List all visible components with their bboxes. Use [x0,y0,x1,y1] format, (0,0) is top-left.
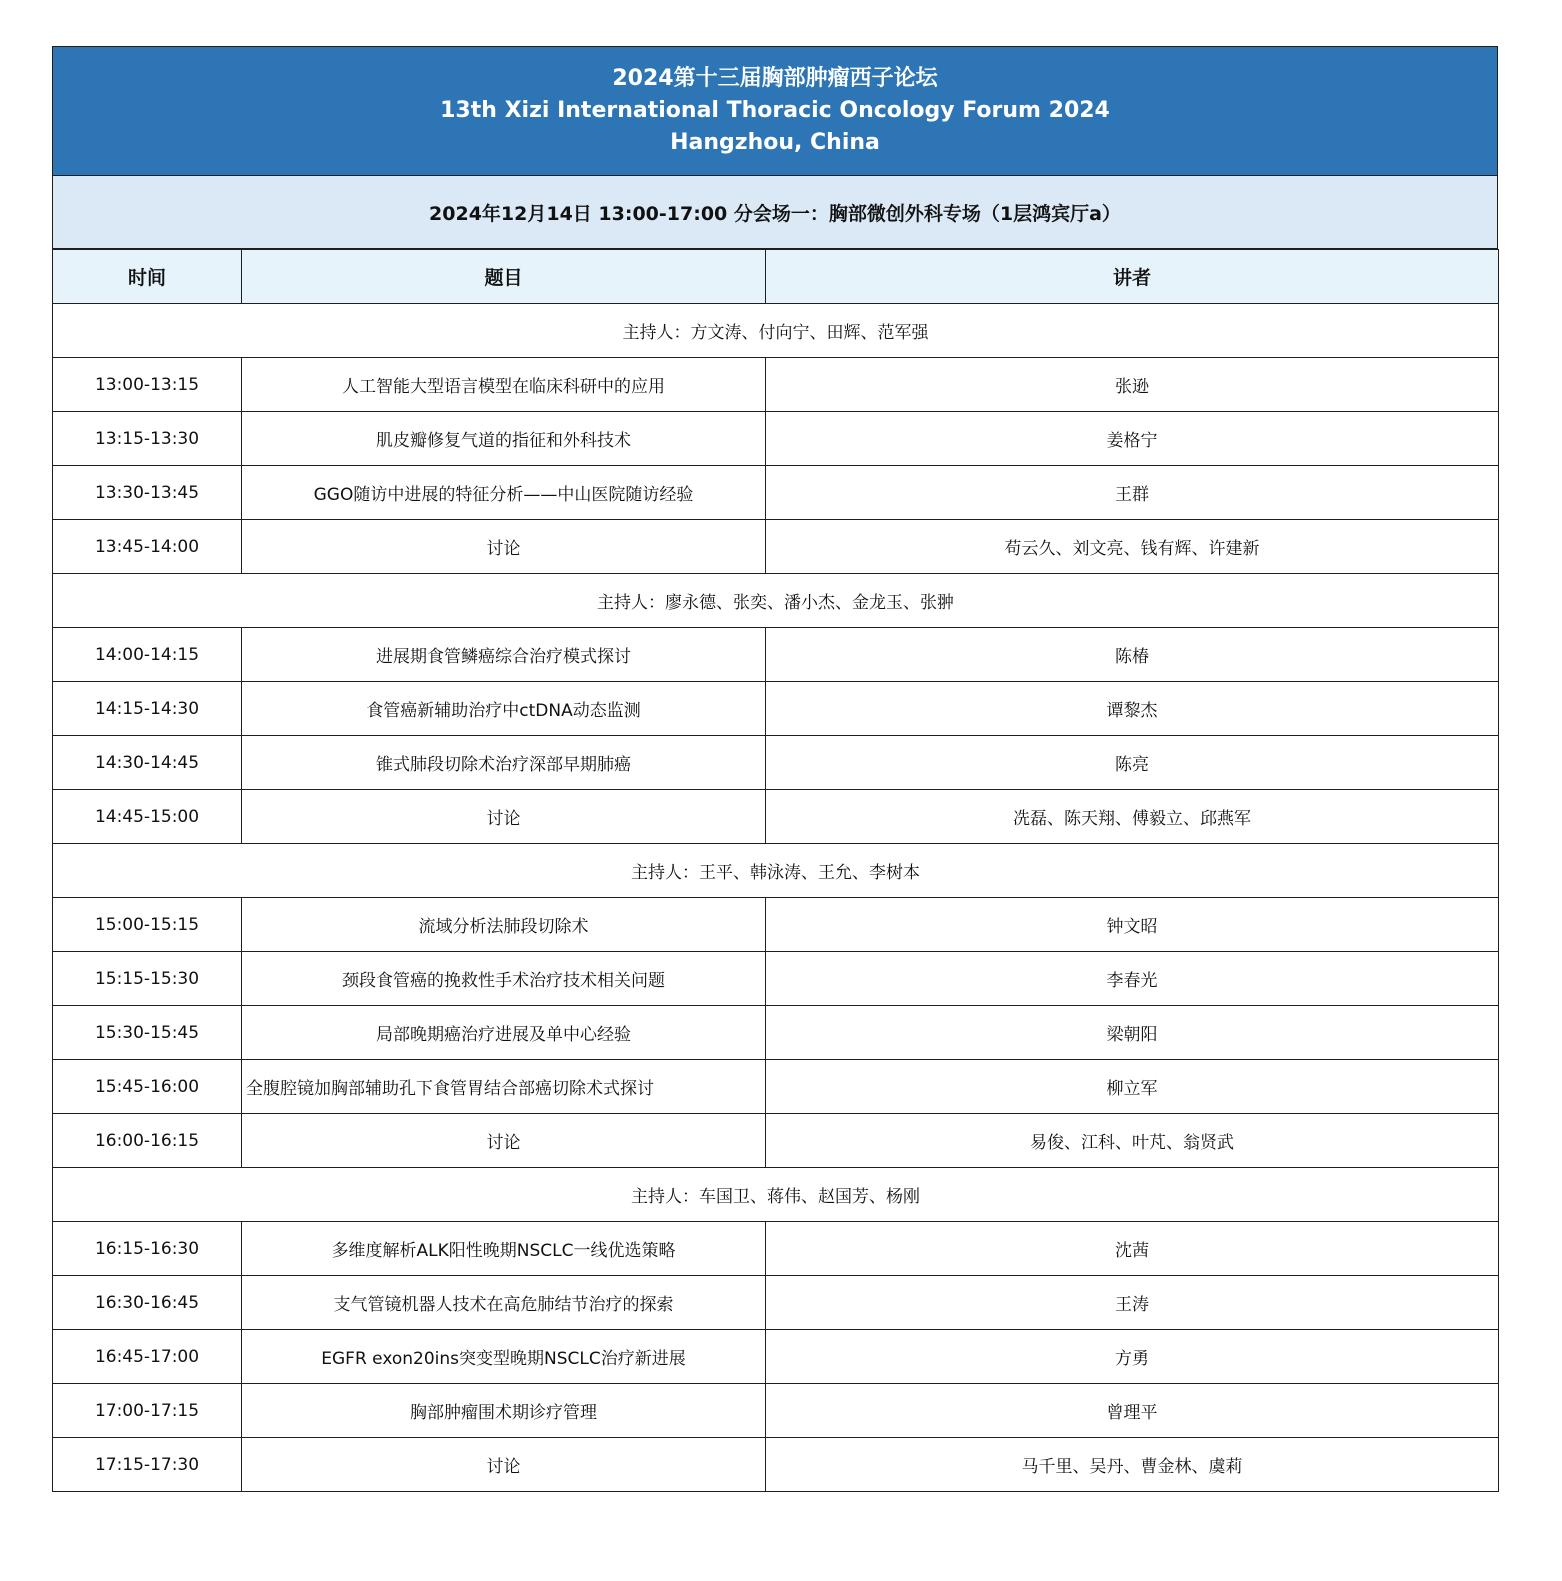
forum-title-en: 13th Xizi International Thoracic Oncology Forum 2024 [440,98,1110,123]
schedule-table [52,249,1499,1492]
host-cell: 主持人：方文涛、付向宁、田辉、范军强 [53,304,1499,358]
time-cell: 14:45-15:00 [53,790,242,844]
host-row [53,304,1499,358]
host-cell: 主持人：车国卫、蒋伟、赵国芳、杨刚 [53,1168,1499,1222]
column-header-topic: 题目 [242,250,766,304]
table-header-row [53,250,1499,304]
topic-cell: 讨论 [242,790,766,844]
schedule-document [52,46,1498,1492]
topic-cell: 讨论 [242,1438,766,1492]
host-cell: 主持人：王平、韩泳涛、王允、李树本 [53,844,1499,898]
speaker-cell: 方勇 [766,1330,1499,1384]
time-cell: 16:30-16:45 [53,1276,242,1330]
speaker-cell: 钟文昭 [766,898,1499,952]
speaker-cell: 陈亮 [766,736,1499,790]
speaker-cell: 张逊 [766,358,1499,412]
table-row [53,1222,1499,1276]
column-header-speaker: 讲者 [766,250,1499,304]
topic-cell: 局部晚期癌治疗进展及单中心经验 [242,1006,766,1060]
topic-cell: 锥式肺段切除术治疗深部早期肺癌 [242,736,766,790]
topic-cell: 肌皮瓣修复气道的指征和外科技术 [242,412,766,466]
time-cell: 15:45-16:00 [53,1060,242,1114]
time-cell: 13:30-13:45 [53,466,242,520]
topic-cell: 讨论 [242,520,766,574]
topic-cell: EGFR exon20ins突变型晚期NSCLC治疗新进展 [242,1330,766,1384]
host-row [53,1168,1499,1222]
speaker-cell: 姜格宁 [766,412,1499,466]
table-row [53,628,1499,682]
speaker-cell: 李春光 [766,952,1499,1006]
table-row [53,520,1499,574]
topic-cell: 全腹腔镜加胸部辅助孔下食管胃结合部癌切除术式探讨 [242,1060,766,1114]
time-cell: 15:30-15:45 [53,1006,242,1060]
time-cell: 17:15-17:30 [53,1438,242,1492]
table-row [53,898,1499,952]
time-cell: 14:15-14:30 [53,682,242,736]
table-row [53,682,1499,736]
time-cell: 13:00-13:15 [53,358,242,412]
forum-header [52,46,1498,176]
speaker-cell: 梁朝阳 [766,1006,1499,1060]
time-cell: 13:45-14:00 [53,520,242,574]
time-cell: 13:15-13:30 [53,412,242,466]
speaker-cell: 曾理平 [766,1384,1499,1438]
table-row [53,466,1499,520]
table-row [53,412,1499,466]
table-row [53,736,1499,790]
speaker-cell: 苟云久、刘文亮、钱有辉、许建新 [766,520,1499,574]
time-cell: 15:15-15:30 [53,952,242,1006]
time-cell: 17:00-17:15 [53,1384,242,1438]
time-cell: 16:00-16:15 [53,1114,242,1168]
host-row [53,574,1499,628]
table-row [53,1060,1499,1114]
speaker-cell: 王群 [766,466,1499,520]
table-row [53,358,1499,412]
speaker-cell: 王涛 [766,1276,1499,1330]
forum-location: Hangzhou, China [670,130,880,155]
host-row [53,844,1499,898]
table-row [53,952,1499,1006]
topic-cell: 流域分析法肺段切除术 [242,898,766,952]
topic-cell: 人工智能大型语言模型在临床科研中的应用 [242,358,766,412]
time-cell: 14:30-14:45 [53,736,242,790]
speaker-cell: 陈椿 [766,628,1499,682]
table-row [53,1276,1499,1330]
speaker-cell: 易俊、江科、叶芃、翁贤武 [766,1114,1499,1168]
speaker-cell: 谭黎杰 [766,682,1499,736]
session-title: 2024年12月14日 13:00-17:00 分会场一：胸部微创外科专场（1层鸿宾厅a） [52,176,1498,249]
topic-cell: 进展期食管鳞癌综合治疗模式探讨 [242,628,766,682]
time-cell: 16:15-16:30 [53,1222,242,1276]
host-cell: 主持人：廖永德、张奕、潘小杰、金龙玉、张翀 [53,574,1499,628]
topic-cell: 胸部肿瘤围术期诊疗管理 [242,1384,766,1438]
topic-cell: 食管癌新辅助治疗中ctDNA动态监测 [242,682,766,736]
topic-cell: 支气管镜机器人技术在高危肺结节治疗的探索 [242,1276,766,1330]
table-row [53,1438,1499,1492]
table-row [53,790,1499,844]
table-row [53,1114,1499,1168]
speaker-cell: 柳立军 [766,1060,1499,1114]
forum-title-cn: 2024第十三届胸部肿瘤西子论坛 [612,66,938,91]
time-cell: 16:45-17:00 [53,1330,242,1384]
column-header-time: 时间 [53,250,242,304]
time-cell: 14:00-14:15 [53,628,242,682]
topic-cell: GGO随访中进展的特征分析——中山医院随访经验 [242,466,766,520]
table-row [53,1384,1499,1438]
topic-cell: 多维度解析ALK阳性晚期NSCLC一线优选策略 [242,1222,766,1276]
speaker-cell: 沈茜 [766,1222,1499,1276]
topic-cell: 颈段食管癌的挽救性手术治疗技术相关问题 [242,952,766,1006]
table-row [53,1330,1499,1384]
time-cell: 15:00-15:15 [53,898,242,952]
speaker-cell: 马千里、吴丹、曹金林、虞莉 [766,1438,1499,1492]
schedule-body [53,304,1499,1492]
speaker-cell: 冼磊、陈天翔、傅毅立、邱燕军 [766,790,1499,844]
table-row [53,1006,1499,1060]
topic-cell: 讨论 [242,1114,766,1168]
